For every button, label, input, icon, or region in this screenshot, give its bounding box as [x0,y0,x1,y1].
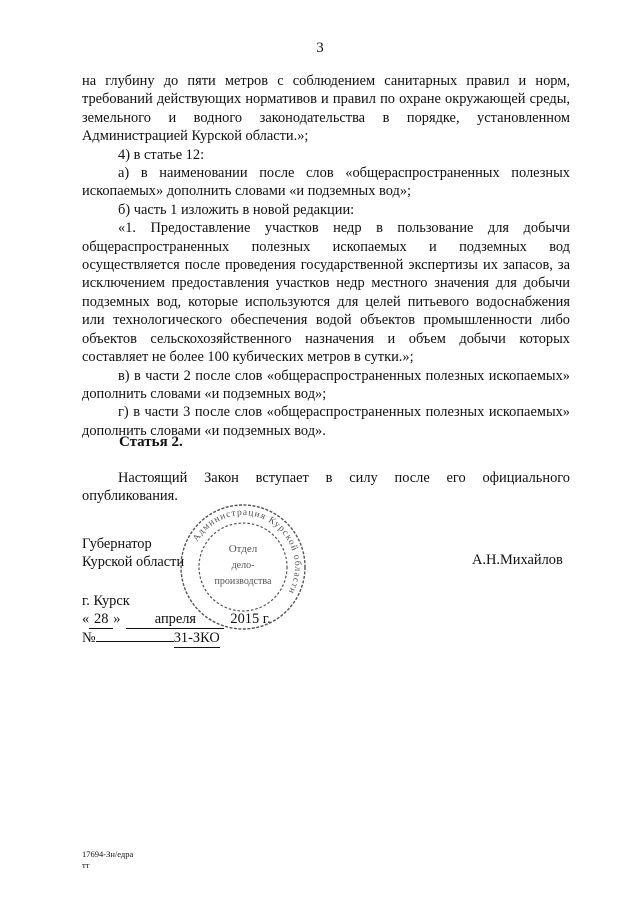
number-blank [96,641,174,642]
signer-title [82,535,184,572]
paragraph-continuation: на глубину до пяти метров с соблюдением санитарных правил и норм, требований действующих нормативов и правил по охране окружающей среды, земельного и водного законодательства в порядке, установленном Администрацией Курской области.»; [82,73,570,145]
footer [82,849,133,871]
paragraph-item-a: а) в наименовании после слов «общераспространенных полезных ископаемых» дополнить словами «и подземных вод»; [82,165,570,200]
paragraph-item-b: б) часть 1 изложить в новой редакции: [118,201,355,218]
footer-code: 17694-Зн/едра [82,849,134,859]
article-text: Настоящий Закон вступает в силу после его официального опубликования. [82,470,570,505]
article-body [82,469,570,506]
quote-close: » [113,611,121,627]
signer-position: Губернатор [82,536,152,552]
body-text [82,72,570,440]
quote-open: « [82,611,90,627]
paragraph-item-v: в) в части 2 после слов «общераспространенных полезных ископаемых» дополнить словами «и подземных вод»; [82,367,570,402]
signer-region: Курской области [82,554,185,571]
seal-inner-line-3: производства [214,576,272,587]
paragraph-item-4: 4) в статье 12: [118,146,205,163]
article-title: Статья 2. [119,434,183,450]
signer-name: А.Н.Михайлов [472,552,563,568]
city: г. Курск [82,593,130,609]
page-number: 3 [316,40,324,56]
date-year: 2015 г. [230,611,271,627]
number-prefix: № [82,630,96,646]
date-month: апреля [126,610,224,629]
seal-stamp [178,502,308,632]
paragraph-quote-part-1: «1. Предоставление участков недр в пользование для добычи общераспространенных полезных ископаемых и подземных вод осуществляется после проведения государственной экспертизы их запасов, за исключением предоставления участков недр местного значения для добычи подземных вод, которые используются для целей питьевого водоснабжения или технологического обеспечения водой объектов промышленности либо объектов сельскохозяйственного назначения и объем добычи которых составляет не более 100 кубических метров в сутки.»; [82,220,570,366]
seal-inner-line-1: Отдел [228,543,258,555]
paragraph-item-g: г) в части 3 после слов «общераспространенных полезных ископаемых» дополнить словами «и подземных вод». [82,404,570,439]
document-number: 31-ЗКО [173,630,220,646]
seal-inner-line-2: дело- [231,560,255,571]
date-day: 28 [89,610,113,629]
seal-outer-text-path: Администрация Курской области [191,507,303,596]
footer-initials: тт [82,860,90,870]
